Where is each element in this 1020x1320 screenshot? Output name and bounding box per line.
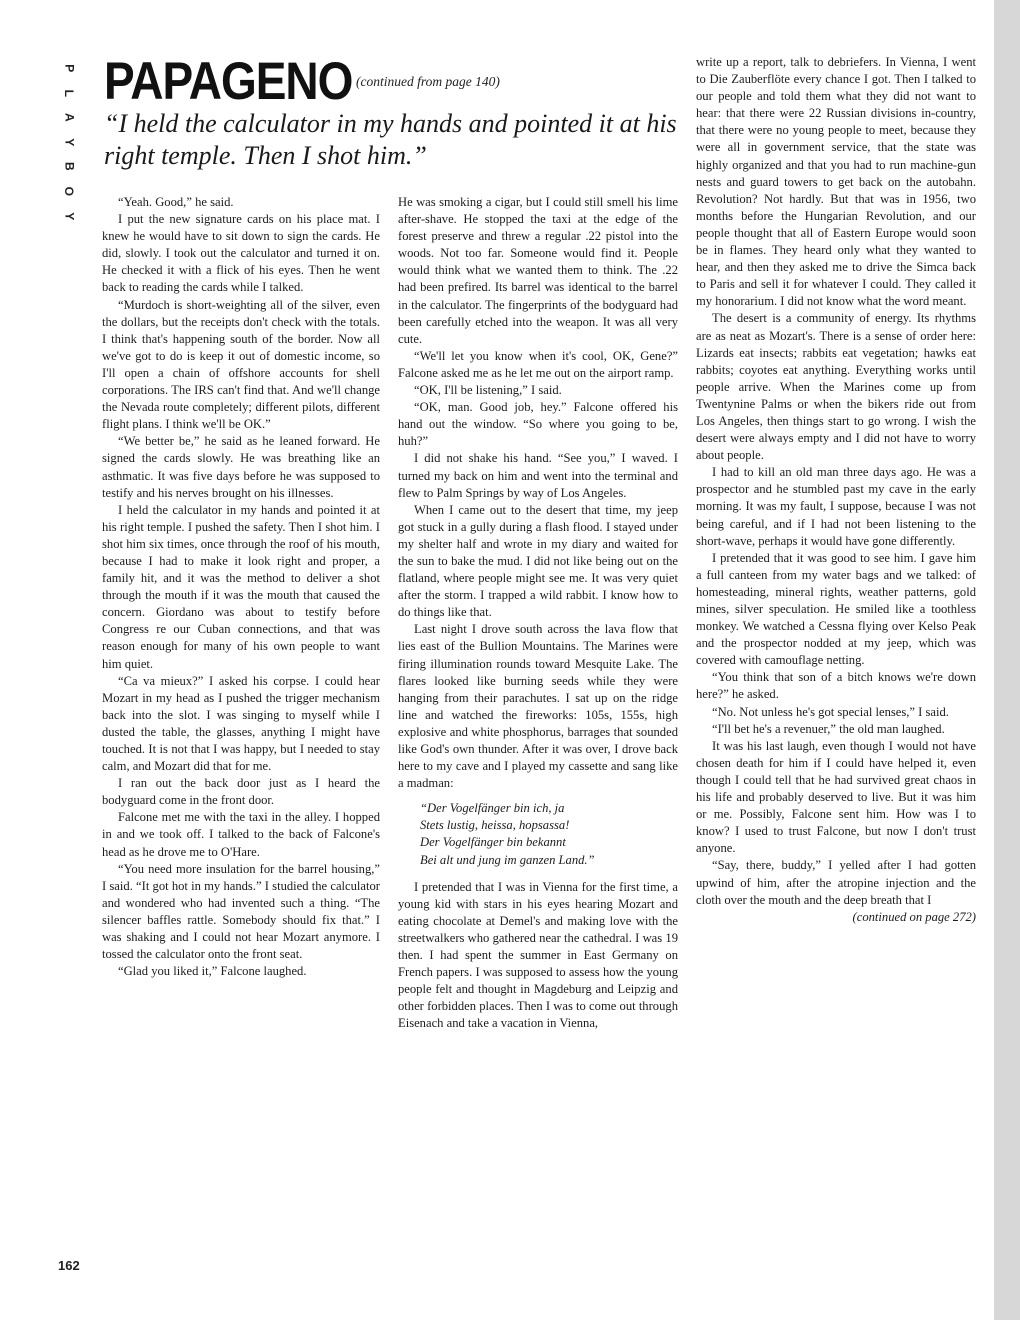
paragraph: “You think that son of a bitch knows we're down here?” he asked. (696, 670, 976, 702)
paragraph: I pretended that I was in Vienna for the first time, a young kid with stars in his eyes hearing Mozart and eating chocolate at Demel's and making love with the streetwalkers who gathered near the cathedral. I was 19 then. I had spent the summer in East Germany on French papers. I was supposed to assess how the young people felt and thought in Magdeburg and Leipzig and other forbidden places. Then I was to come out through Eisenach and take a vacation in Vienna, (398, 879, 678, 1031)
paragraph: It was his last laugh, even though I would not have chosen death for him if I could have helped it, even though I could tell that he had survived great chaos in his life and probably deserved to live. But it was him or me. Possibly, Falcone sent him. How was I to know? I used to trust Falcone, but now I don't trust anyone. (696, 738, 976, 856)
paragraph: “We better be,” he said as he leaned forward. He signed the cards slowly. He was breathing like an asthmatic. It was five days before he was supposed to testify and his nerves brought on his illnesses. (102, 434, 380, 500)
verse-line: “Der Vogelfänger bin ich, ja (420, 801, 565, 816)
text-column-2 (398, 194, 678, 1033)
continued-on-note: (continued on page 272) (852, 909, 976, 924)
song-verse (420, 800, 678, 868)
paragraph: “OK, man. Good job, hey.” Falcone offered his hand out the window. “So where you going to be, huh?” (398, 400, 678, 449)
magazine-name-vertical (58, 56, 80, 228)
paragraph: “No. Not unless he's got special lenses,” I said. (712, 704, 949, 719)
paragraph: “I'll bet he's a revenuer,” the old man laughed. (712, 721, 945, 736)
article-title: PAPAGENO (104, 50, 353, 111)
paragraph: I pretended that it was good to see him. I gave him a full canteen from my water bags and we talked: of homesteading, mineral rights, weather patterns, gold mines, silver speculation. He smiled like a toothless monkey. We watched a Cessna flying over Kelso Peak and the prospector nodded at my jeep, which was covered with camouflage netting. (696, 550, 976, 668)
paragraph: When I came out to the desert that time, my jeep got stuck in a gully during a flash flood. I stayed under my shelter half and wrote in my diary and waited for the sun to bake the mud. I did not like being out on the flatland, where people might see me. It was very quiet after the storm. I trapped a wild rabbit. I know how to do things like that. (398, 502, 678, 620)
magazine-letter: Y (62, 211, 77, 220)
magazine-letter: L (62, 89, 77, 97)
paragraph: write up a report, talk to debriefers. In Vienna, I went to Die Zauberflöte every chance I got. Then I talked to our people and told them what they did not want to hear: that there were 22 Russian divisions in-country, that there were no young people to meet, because they were all in government service, that the state was highly organized and that you had to run machine-gun nests and guard towers to get back on the autobahn. Revolution? Not hardly. But that was in 1956, two months before the Hungarian Revolution, and our people thought that all of Eastern Europe would soon be in flames. They heard only what they wanted to hear, and then they asked me to drive the Simca back to Paris and sell it for whatever I could. They called it my honorarium. I did not know what the word meant. (696, 55, 976, 309)
magazine-letter: P (62, 64, 77, 73)
paragraph: I put the new signature cards on his place mat. I knew he would have to sit down to sign the cards. He did, slowly. I took out the calculator and turned it on. He checked it with a flick of his eyes. Then he went back to reading the cards while I talked. (102, 212, 380, 295)
paragraph: Falcone met me with the taxi in the alley. I hopped in and we took off. I talked to the back of Falcone's head as he drove me to O'Hare. (102, 810, 380, 859)
verse-line: Bei alt und jung im ganzen Land.” (420, 852, 595, 867)
text-column-3 (696, 54, 976, 926)
pull-quote: “I held the calculator in my hands and pointed it at his right temple. Then I shot him.” (104, 109, 677, 170)
magazine-letter: A (62, 113, 77, 122)
paragraph: I did not shake his hand. “See you,” I waved. I turned my back on him and went into the terminal and flew to Palm Springs by way of Los Angeles. (398, 451, 678, 500)
magazine-letter: O (62, 186, 77, 196)
paragraph: Last night I drove south across the lava flow that lies east of the Bullion Mountains. The Marines were firing illumination rounds toward Mesquite Lake. The flares looked like burning seeds while they were hanging from their parachutes. I sat up on the ridge line and watched the fireworks: 105s, 155s, high explosive and white phosphorus, barrages that sounded like God's own thunder. After it was over, I drove back here to my cave and I played my cassette and sang like a madman: (398, 622, 678, 791)
page-edge-shadow (994, 0, 1020, 1320)
paragraph: I had to kill an old man three days ago. He was a prospector and he stumbled past my cave in the early morning. It was my fault, I suppose, because I was not being careful, and if I had not been listening to the short-wave, perhaps it would have gone differently. (696, 465, 976, 548)
continued-from-note: (continued from page 140) (356, 74, 500, 89)
paragraph: “Yeah. Good,” he said. (118, 195, 234, 209)
verse-line: Stets lustig, heissa, hopsassa! (420, 818, 570, 833)
paragraph: “OK, I'll be listening,” I said. (414, 383, 562, 398)
paragraph: I ran out the back door just as I heard the bodyguard come in the front door. (102, 776, 380, 808)
page-number: 162 (58, 1258, 80, 1273)
magazine-letter: Y (62, 138, 77, 147)
paragraph: “You need more insulation for the barrel housing,” I said. “It got hot in my hands.” I studied the calculator and wondered who had invented such a thing. “The silencer baffles rattle. Somebody should fix that.” I was shaking and I could not hear Mozart anymore. I tossed the calculator onto the front seat. (102, 861, 380, 962)
paragraph: “Murdoch is short-weighting all of the silver, even the dollars, but the receipts don't check with the totals. I think that's happening south of the border. Now all we've got to do is keep it out of domestic income, so I'll open a chain of offshore accounts for shell corporations. The IRS can't find that. And we'll change the Nevada route completely; different pilots, different flight plans. I think we'll be OK.” (102, 297, 380, 432)
paragraph: He was smoking a cigar, but I could still smell his lime after-shave. He stopped the taxi at the edge of the forest preserve and threw a regular .22 pistol into the woods. Not too far. Someone would find it. People would think what we wanted them to think. The .22 had been prefired. Its barrel was identical to the barrel in the calculator. The fingerprints of the bodyguard had been carefully etched into the weapon. It was all very cute. (398, 195, 678, 346)
verse-line: Der Vogelfänger bin bekannt (420, 835, 566, 850)
magazine-letter: B (62, 162, 77, 172)
paragraph: I held the calculator in my hands and pointed it at his right temple. I pushed the safety. Then I shot him. I shot him six times, once through the roof of his mouth, because I had to make it look right and proper, a family hit, and it was the method to deliver a shot through the mouth if it was the mouth that caused the concern. Giordano was about to testify before Congress re our Cuban connections, and that was reason enough for many of his own people to want him quiet. (102, 502, 380, 671)
paragraph: “Ca va mieux?” I asked his corpse. I could hear Mozart in my head as I pushed the trigger mechanism back into the slot. I was singing to myself while I dusted the table, the glasses, anything I might have touched. It is not that I was happy, but I needed to stay calm, and Mozart did that for me. (102, 673, 380, 774)
paragraph: “Glad you liked it,” Falcone laughed. (118, 964, 307, 979)
paragraph: “We'll let you know when it's cool, OK, Gene?” Falcone asked me as he let me out on the airport ramp. (398, 348, 678, 380)
paragraph: The desert is a community of energy. Its rhythms are as neat as Mozart's. There is a sense of order here: Lizards eat insects; rabbits eat vegetation; hawks eat rabbits; coyotes eat anything. Everything works until people arrive. When the Marines come up from Twentynine Palms or when the bikers ride out from Los Angeles, then things start to go wrong. I wish the desert were always empty and I did not have to worry about people. (696, 311, 976, 463)
paragraph: “Say, there, buddy,” I yelled after I had gotten upwind of him, after the atropine injection and the cloth over the mouth and the deep breath that I (696, 858, 976, 907)
text-column-1 (102, 194, 380, 980)
